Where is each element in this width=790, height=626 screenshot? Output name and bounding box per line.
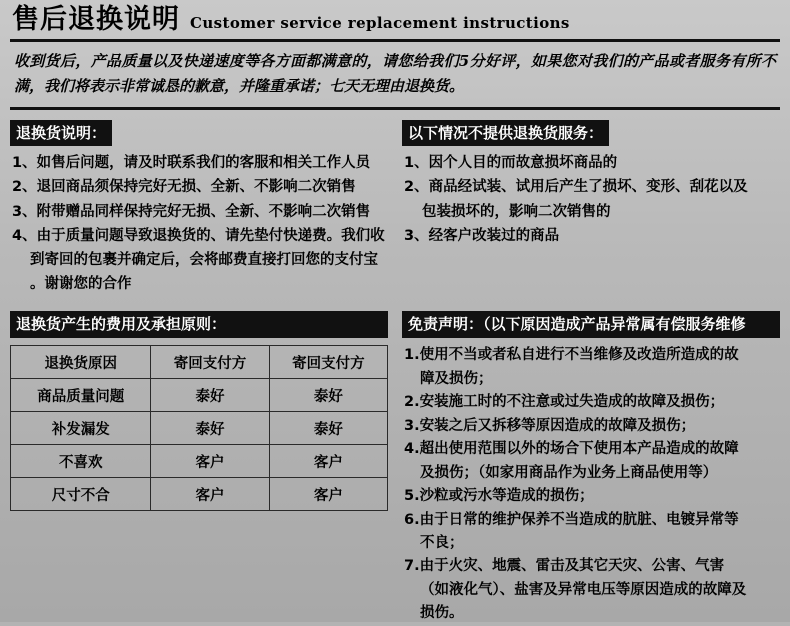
list-item-number: 1.: [404, 347, 420, 364]
table-cell: 客户: [269, 478, 387, 511]
table-row: [11, 478, 388, 511]
list-item: [12, 273, 386, 296]
list-item: [404, 368, 778, 391]
list-item-text: 障及损伤；: [420, 370, 493, 387]
list-item: [12, 225, 386, 248]
list-item-text: 损伤。: [420, 605, 464, 622]
list-item-number: 3、: [12, 203, 37, 220]
list-item: [12, 152, 386, 175]
list-item: [12, 249, 386, 272]
table-header-cell: 退换货原因: [11, 346, 151, 379]
table-cell: 尺寸不合: [11, 478, 151, 511]
table-cell: 商品质量问题: [11, 379, 151, 412]
table-cell: 泰好: [269, 412, 387, 445]
list-item-text: （如液化气）、盐害及异常电压等原因造成的故障及: [420, 581, 747, 598]
list-item-text: 因个人目的而故意损坏商品的: [428, 155, 618, 172]
page-header: [8, 0, 782, 37]
list-item: [404, 555, 778, 578]
list-item: [404, 602, 778, 625]
table-row: [11, 379, 388, 412]
list-item: [404, 532, 778, 555]
list-item: [404, 344, 778, 367]
list-item-text: 超出使用范围以外的场合下使用本产品造成的故障: [419, 441, 739, 458]
no-service-heading: 以下情况不提供退换货服务：: [402, 120, 609, 147]
list-item-text: 退回商品须保持完好无损、全新、不影响二次销售: [36, 179, 356, 196]
list-item-text: 由于火灾、地震、雷击及其它天灾、公害、气害: [419, 558, 725, 575]
list-item-text: 附带赠品同样保持完好无损、全新、不影响二次销售: [36, 203, 371, 220]
list-item-number: 6.: [404, 511, 420, 528]
list-item-text: 到寄回的包裹并确定后，会将邮费直接打回您的支付宝: [30, 252, 378, 268]
list-item-text: 商品经试装、试用后产生了损坏、变形、刮花以及: [428, 179, 748, 196]
list-item-number: 5.: [404, 488, 420, 505]
list-item: [404, 509, 778, 532]
intro-paragraph: 收到货后，产品质量以及快递速度等各方面都满意的，请您给我们5分好评，如果您对我们的产品或者服务有所不满，我们将表示非常诚恳的歉意，并隆重承诺；七天无理由退换货。: [14, 52, 776, 95]
list-item: [404, 579, 778, 602]
table-cell: 泰好: [151, 412, 269, 445]
list-item: [404, 176, 778, 199]
table-row: [11, 445, 388, 478]
list-item: [404, 201, 778, 224]
return-policy-heading: 退换货说明：: [10, 120, 112, 147]
table-cell: 泰好: [151, 379, 269, 412]
list-item: [404, 462, 778, 485]
list-item-number: 7.: [404, 558, 420, 575]
list-item-text: 包装损坏的，影响二次销售的: [422, 203, 611, 220]
list-item-text: 沙粒或污水等造成的损伤；: [419, 488, 594, 505]
table-header-cell: 寄回支付方: [151, 346, 269, 379]
secondary-columns: [8, 297, 782, 626]
table-header-row: [11, 346, 388, 379]
no-service-list: [402, 146, 780, 248]
table-cell: 客户: [151, 478, 269, 511]
list-item-number: 4、: [12, 227, 37, 244]
list-item-number: 3.: [404, 417, 420, 434]
list-item: [404, 225, 778, 248]
page-title-en: Customer service replacement instructions: [190, 14, 570, 32]
table-cell: 泰好: [269, 379, 387, 412]
list-item-text: 及损伤；（如家用商品作为业务上商品使用等）: [420, 464, 718, 481]
table-cell: 补发漏发: [11, 412, 151, 445]
list-item-number: 1、: [12, 155, 37, 172]
disclaimer-list: [402, 338, 780, 626]
list-item-text: 安装之后又拆移等原因造成的故障及损伤；: [419, 417, 696, 434]
return-policy-column: [10, 120, 388, 298]
no-service-column: [402, 120, 780, 298]
list-item-number: 1、: [404, 155, 429, 172]
list-item-text: 如售后问题，请及时联系我们的客服和相关工作人员: [36, 155, 371, 172]
return-policy-list: [10, 146, 388, 296]
disclaimer-column: [402, 311, 780, 626]
list-item: [12, 176, 386, 199]
list-item: [404, 438, 778, 461]
list-item-number: 4.: [404, 441, 420, 458]
list-item-text: 使用不当或者私自进行不当维修及改造所造成的故: [419, 347, 739, 364]
fee-table: [10, 345, 388, 511]
table-cell: 客户: [269, 445, 387, 478]
list-item: [404, 415, 778, 438]
list-item-text: 由于日常的维护保养不当造成的肮脏、电镀异常等: [419, 511, 739, 528]
table-row: [11, 412, 388, 445]
list-item-number: 3、: [404, 227, 429, 244]
list-item-text: 不良；: [420, 535, 464, 551]
fee-heading: 退换货产生的费用及承担原则：: [10, 311, 388, 338]
list-item-number: 2、: [12, 179, 37, 196]
list-item: [404, 485, 778, 508]
page-title-cn: 售后退换说明: [12, 4, 180, 35]
policy-columns: [8, 110, 782, 298]
table-cell: 不喜欢: [11, 445, 151, 478]
list-item-text: 经客户改装过的商品: [428, 227, 560, 244]
list-item-text: 安装施工时的不注意或过失造成的故障及损伤；: [419, 394, 725, 411]
list-item-number: 2、: [404, 179, 429, 196]
list-item-text: 由于质量问题导致退换货的、请先垫付快递费。我们收: [36, 227, 385, 244]
disclaimer-heading: 免责声明：（以下原因造成产品异常属有偿服务维修: [402, 311, 780, 338]
list-item: [12, 201, 386, 224]
list-item: [404, 152, 778, 175]
fee-column: [10, 311, 388, 626]
list-item: [404, 391, 778, 414]
list-item-text: 。谢谢您的合作: [30, 276, 132, 293]
table-cell: 客户: [151, 445, 269, 478]
table-header-cell: 寄回支付方: [269, 346, 387, 379]
list-item-number: 2.: [404, 394, 420, 411]
